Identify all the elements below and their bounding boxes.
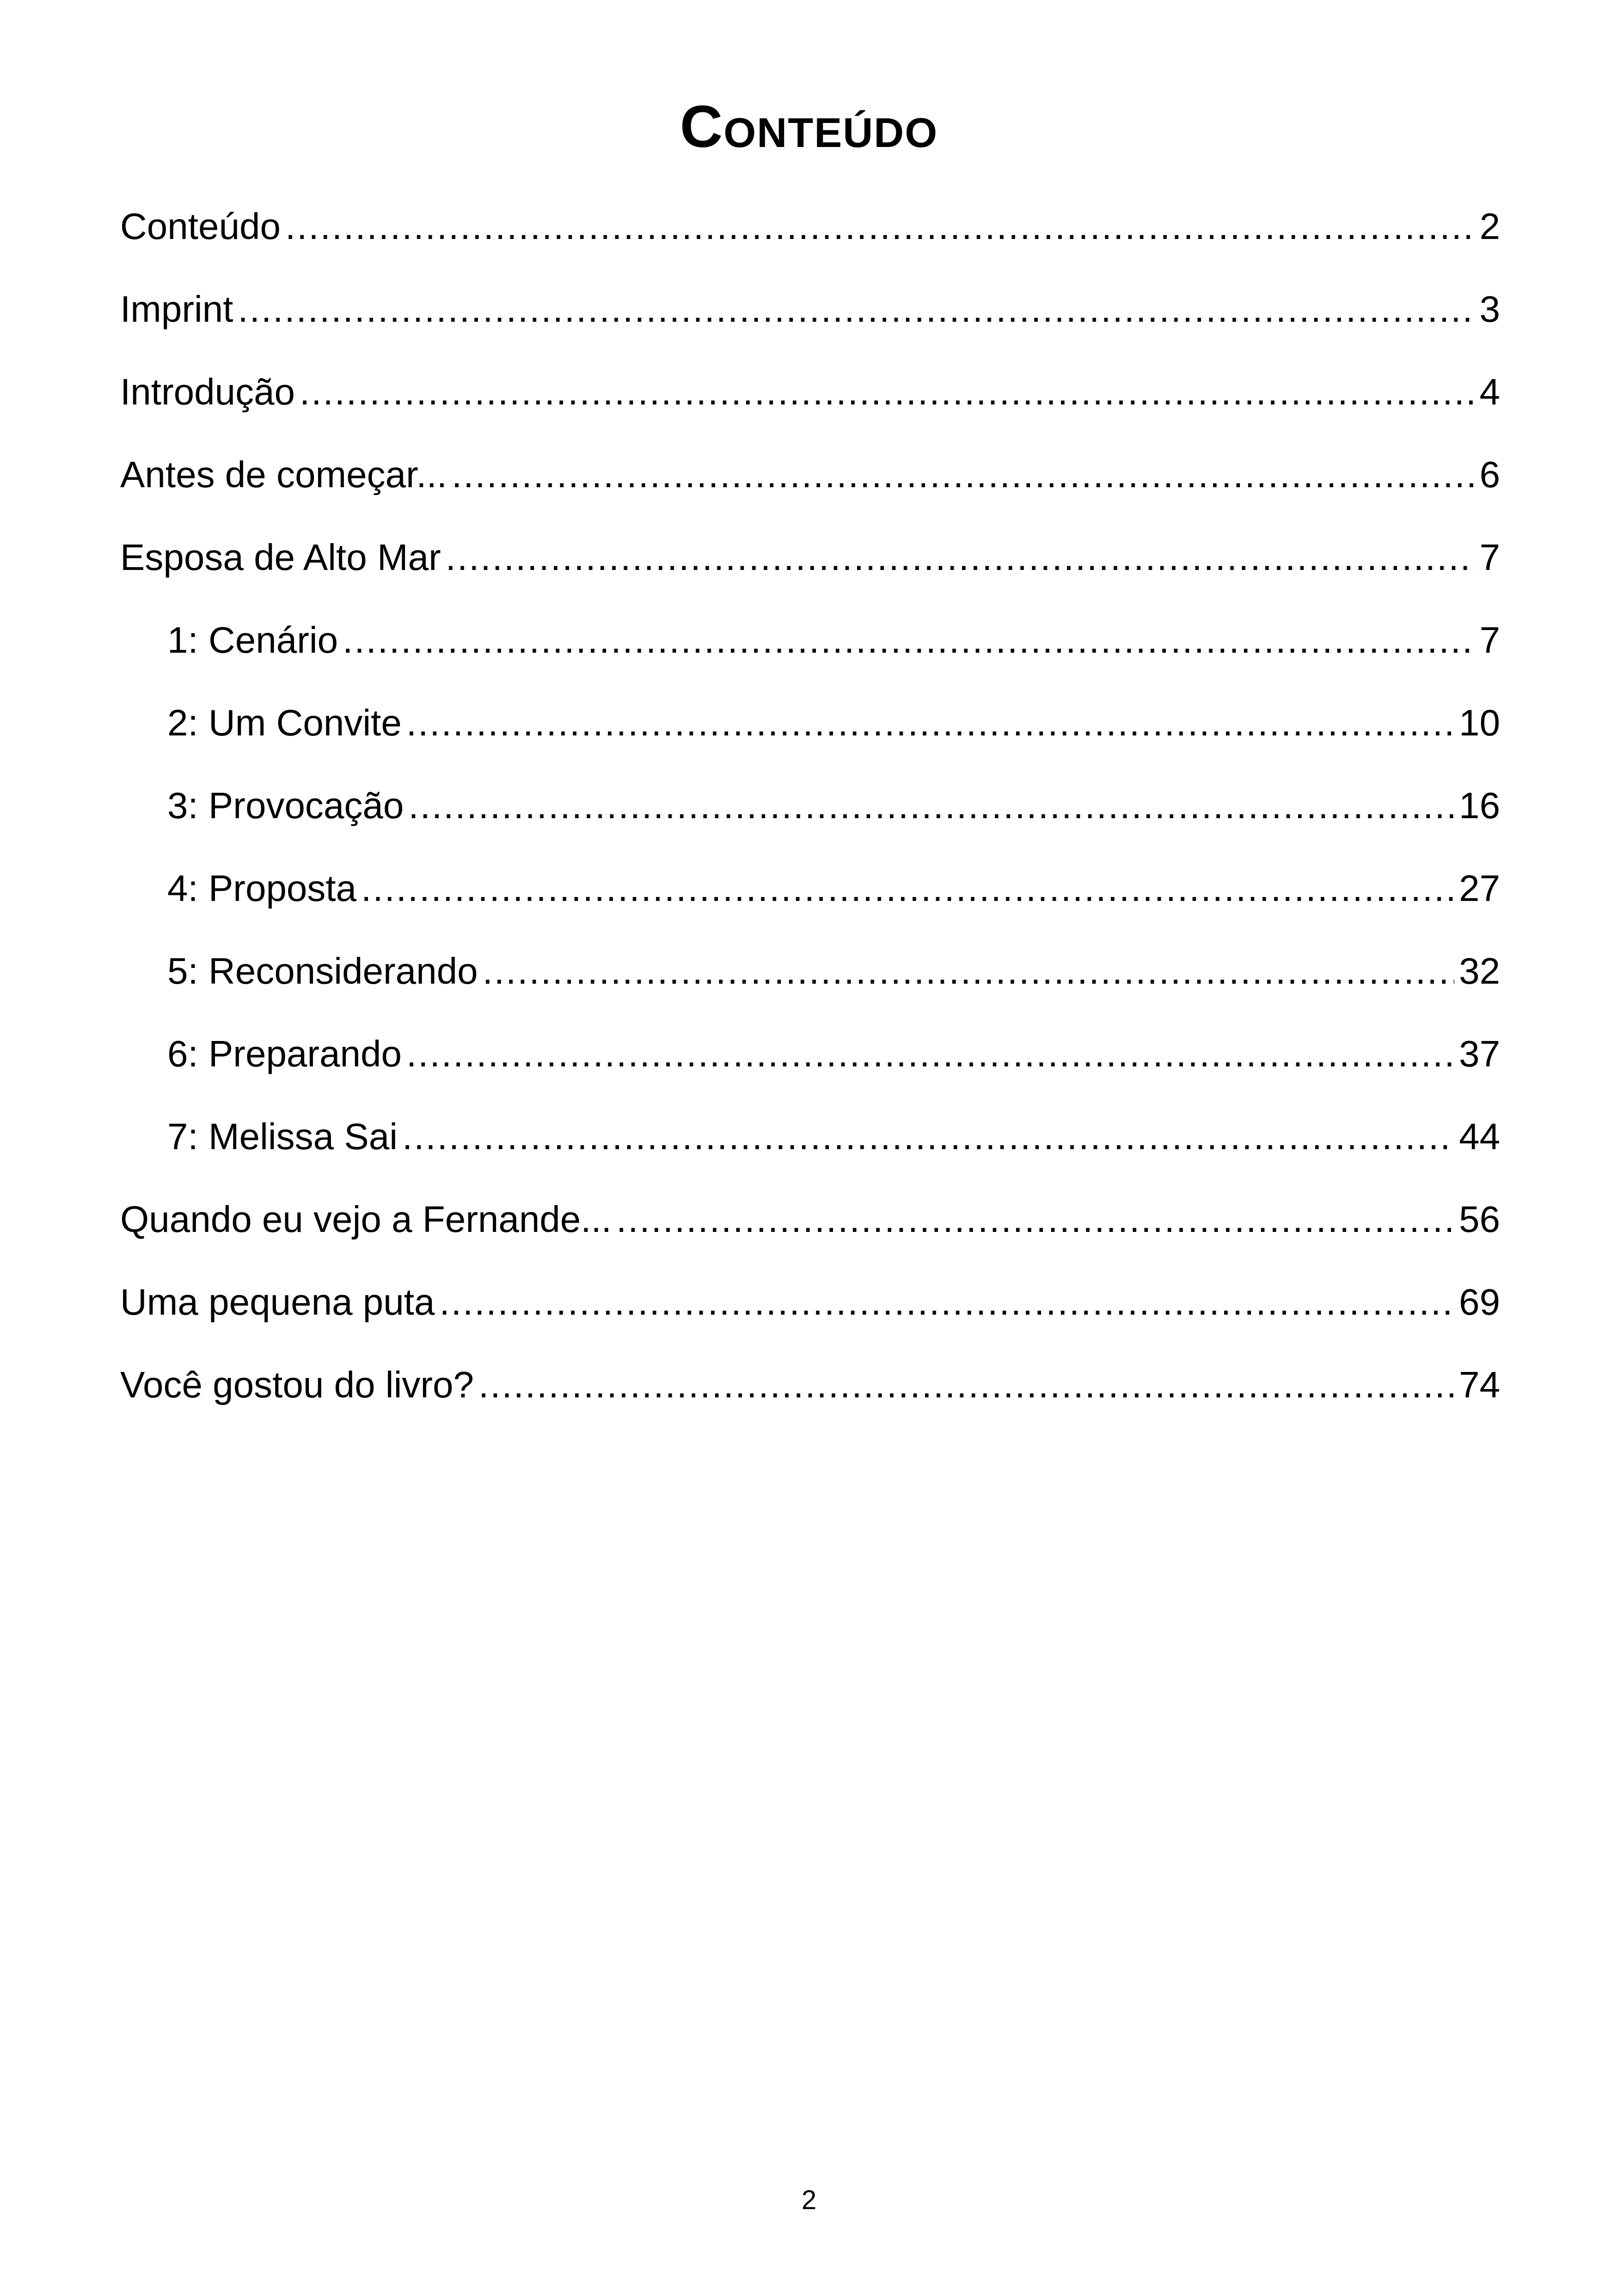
dot-leader — [446, 527, 1475, 588]
toc-subentry[interactable] — [120, 776, 1500, 858]
dot-leader — [440, 1272, 1455, 1332]
toc-entry-page: 32 — [1459, 950, 1500, 992]
toc-entry-page: 69 — [1459, 1281, 1500, 1322]
toc-entry-label: 4: Proposta — [167, 868, 357, 909]
toc-subentry[interactable] — [120, 858, 1500, 941]
dot-leader — [408, 776, 1454, 836]
dot-leader — [616, 1189, 1454, 1249]
toc-entry-label: Introdução — [120, 371, 295, 412]
toc-entry-page: 37 — [1459, 1033, 1500, 1074]
toc-entry-page: 7 — [1479, 537, 1500, 578]
dot-leader — [406, 693, 1454, 753]
toc-entry[interactable] — [120, 1272, 1500, 1355]
toc-entry[interactable] — [120, 196, 1500, 279]
page-title: Conteúdo — [680, 94, 938, 160]
toc-entry-page: 27 — [1459, 868, 1500, 909]
dot-leader — [478, 1355, 1454, 1415]
dot-leader — [406, 1024, 1454, 1084]
toc-entry-label: 3: Provocação — [167, 785, 404, 826]
toc-entry-label: Quando eu vejo a Fernande... — [120, 1199, 612, 1240]
dot-leader — [285, 196, 1475, 257]
page-number: 2 — [801, 2185, 817, 2215]
dot-leader — [402, 1107, 1454, 1167]
dot-leader — [361, 858, 1454, 918]
toc-entry[interactable] — [120, 1189, 1500, 1272]
toc-entry-label: Conteúdo — [120, 206, 281, 247]
toc-entry[interactable] — [120, 527, 1500, 610]
toc-entry-label: Antes de começar... — [120, 454, 447, 495]
toc-entry-page: 6 — [1479, 454, 1500, 495]
toc-subentry[interactable] — [120, 610, 1500, 693]
toc-subentry[interactable] — [120, 1107, 1500, 1189]
toc-entry[interactable] — [120, 362, 1500, 445]
dot-leader — [300, 362, 1475, 422]
dot-leader — [238, 279, 1475, 339]
toc-entry[interactable] — [120, 279, 1500, 362]
toc-entry-page: 56 — [1459, 1199, 1500, 1240]
toc-entry-page: 2 — [1479, 206, 1500, 247]
toc-entry-label: 5: Reconsiderando — [167, 950, 478, 992]
toc-entry-label: 2: Um Convite — [167, 702, 402, 743]
toc-entry-page: 7 — [1479, 619, 1500, 661]
toc-entry-label: Esposa de Alto Mar — [120, 537, 441, 578]
toc-subentry[interactable] — [120, 693, 1500, 776]
toc-subentry[interactable] — [120, 941, 1500, 1024]
dot-leader — [483, 941, 1454, 1001]
toc-entry-page: 44 — [1459, 1116, 1500, 1157]
toc-entry[interactable] — [120, 445, 1500, 527]
toc-entry-label: Imprint — [120, 288, 233, 330]
toc-entry-page: 74 — [1459, 1364, 1500, 1405]
toc-entry-label: Você gostou do livro? — [120, 1364, 474, 1405]
toc-entry[interactable] — [120, 1355, 1500, 1438]
toc-subentry[interactable] — [120, 1024, 1500, 1107]
toc-entry-page: 16 — [1459, 785, 1500, 826]
toc-entry-page: 4 — [1479, 371, 1500, 412]
dot-leader — [343, 610, 1475, 670]
table-of-contents — [120, 196, 1500, 1438]
toc-entry-page: 10 — [1459, 702, 1500, 743]
toc-entry-label: 1: Cenário — [167, 619, 338, 661]
toc-entry-label: Uma pequena puta — [120, 1281, 435, 1322]
toc-entry-label: 6: Preparando — [167, 1033, 402, 1074]
dot-leader — [452, 445, 1475, 505]
toc-entry-page: 3 — [1479, 288, 1500, 330]
toc-entry-label: 7: Melissa Sai — [167, 1116, 398, 1157]
